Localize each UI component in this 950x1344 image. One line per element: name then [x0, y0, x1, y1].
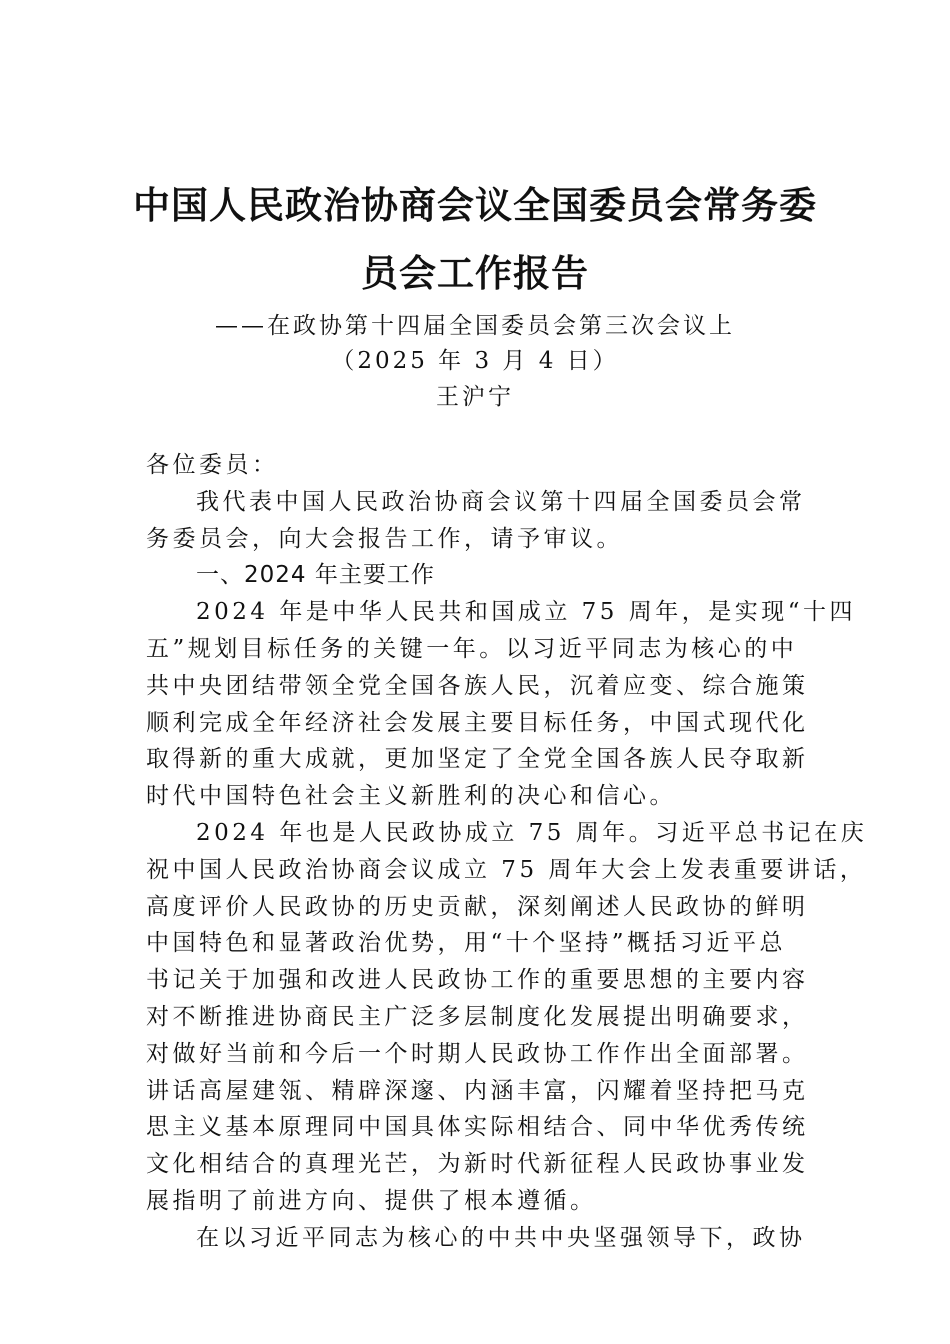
salutation: 各位委员：: [146, 452, 279, 478]
body-line: 共中央团结带领全党全国各族人民，沉着应变、综合施策: [146, 672, 809, 699]
body-line: 讲话高屋建瓴、精辟深邃、内涵丰富，闪耀着坚持把马克: [146, 1077, 809, 1104]
body-line: 五”规划目标任务的关键一年。以习近平同志为核心的中: [146, 635, 798, 662]
body-line: 思主义基本原理同中国具体实际相结合、同中华优秀传统: [146, 1114, 809, 1141]
body-line: 取得新的重大成就，更加坚定了全党全国各族人民夺取新: [146, 746, 809, 773]
section-heading: 一、2024 年主要工作: [196, 562, 435, 589]
document-title-line-2: 员会工作报告: [361, 251, 589, 295]
body-line: 文化相结合的真理光芒，为新时代新征程人民政协事业发: [146, 1151, 809, 1178]
author-name: 王沪宁: [436, 384, 514, 410]
body-line: 2024 年也是人民政协成立 75 周年。习近平总书记在庆: [196, 819, 868, 846]
body-line: 展指明了前进方向、提供了根本遵循。: [146, 1187, 597, 1214]
subtitle-date: （2025 年 3 月 4 日）: [331, 348, 619, 374]
body-line: 顺利完成全年经济社会发展主要目标任务，中国式现代化: [146, 709, 809, 736]
body-line: 高度评价人民政协的历史贡献，深刻阐述人民政协的鲜明: [146, 893, 809, 920]
document-title-line-1: 中国人民政治协商会议全国委员会常务委: [133, 183, 817, 227]
body-line: 对不断推进协商民主广泛多层制度化发展提出明确要求，: [146, 1003, 809, 1030]
body-line: 对做好当前和今后一个时期人民政协工作作出全面部署。: [146, 1040, 809, 1067]
body-line: 中国特色和显著政治优势，用“十个坚持”概括习近平总: [146, 930, 787, 957]
body-line: 在以习近平同志为核心的中共中央坚强领导下，政协: [196, 1224, 806, 1251]
body-line: 时代中国特色社会主义新胜利的决心和信心。: [146, 783, 676, 810]
body-line: 书记关于加强和改进人民政协工作的重要思想的主要内容: [146, 967, 809, 994]
body-line: 我代表中国人民政治协商会议第十四届全国委员会常: [196, 488, 806, 515]
body-line: 祝中国人民政治协商会议成立 75 周年大会上发表重要讲话，: [146, 856, 867, 883]
body-line: 2024 年是中华人民共和国成立 75 周年，是实现“十四: [196, 599, 856, 626]
report-body: [146, 447, 868, 1257]
subtitle-occasion: ——在政协第十四届全国委员会第三次会议上: [215, 313, 735, 339]
body-line: 务委员会，向大会报告工作，请予审议。: [146, 525, 623, 552]
